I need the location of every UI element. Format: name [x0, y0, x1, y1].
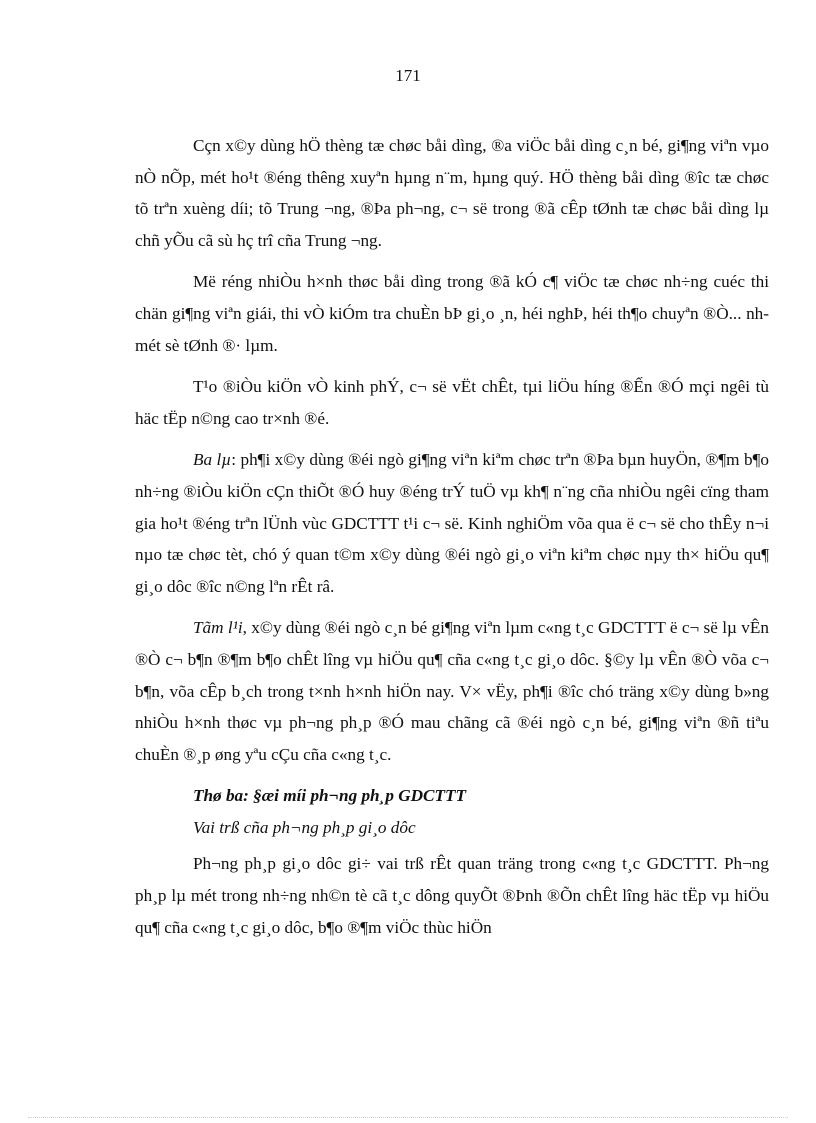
paragraph-5: [135, 612, 769, 770]
paragraph-2: [135, 266, 769, 361]
section-heading: Thø ba: §æi míi ph¬ng ph¸p GDCTTT: [193, 786, 467, 806]
subsection-heading: Vai trß cña ph¬ng ph¸p gi¸o dôc: [193, 817, 416, 837]
paragraph-lead: Ba lµ: [193, 450, 232, 470]
document-body: [135, 130, 769, 953]
paragraph-text: , x©y dùng ®éi ngò c¸n bé gi¶ng viªn lµm c«ng t¸c GDCTTT ë c¬ së lµ vÊn ®Ò c¬ b¶n ®¶m b¶o chÊt lîng vµ hiÖu qu¶ cña c«ng t¸c gi¸o dôc. §©y lµ vÊn ®Ò võa c¬ b¶n, võa cÊp b¸ch trong t×nh h×nh hiÖn nay. V× vËy, ph¶i ®îc chó träng x©y dùng b»ng nhiÒu h×nh thøc vµ ph¬ng ph¸p ®Ó mau chãng cã ®éi ngò c¸n bé, gi¶ng viªn ®ñ tiªu chuÈn ®¸p øng yªu cÇu cña c«ng t¸c.: [135, 618, 769, 764]
page-footer-divider: [28, 1117, 788, 1118]
paragraph-lead: Tãm l¹i: [193, 618, 243, 638]
paragraph-3: [135, 371, 769, 434]
paragraph-1: [135, 130, 769, 256]
paragraph-text: : ph¶i x©y dùng ®éi ngò gi¶ng viªn kiªm chøc trªn ®Þa bµn huyÖn, ®¶m b¶o nh÷ng ®iÒu kiÖn cÇn thiÕt ®Ó huy ®éng trÝ tuÖ vµ kh¶ n¨ng cña nhiÒu ngêi cïng tham gia ho¹t ®éng trªn lÜnh vùc GDCTTT t¹i c¬ së. Kinh nghiÖm võa qua ë c¬ së cho thÊy n¬i nµo tæ chøc tèt, chó ý quan t©m x©y dùng ®éi ngò gi¸o viªn kiªm chøc nµy th× hiÖu qu¶ gi¸o dôc ®îc n©ng lªn rÊt râ.: [135, 450, 769, 596]
paragraph-text: Më réng nhiÒu h×nh thøc båi dìng trong ®ã kÓ c¶ viÖc tæ chøc nh÷ng cuéc thi chän gi¶ng viªn giái, thi vÒ kiÓm tra chuÈn bÞ gi¸o ¸n, héi nghÞ, héi th¶o chuyªn ®Ò... nh mét sè tØnh ®· lµm.: [135, 272, 769, 355]
paragraph-6: [135, 848, 769, 943]
paragraph-text: T¹o ®iÒu kiÖn vÒ kinh phÝ, c¬ së vËt chÊt, tµi liÖu híng ®Ến ®Ó mçi ngêi tù häc tËp n©ng cao tr×nh ®é.: [135, 377, 769, 428]
paragraph-4: [135, 444, 769, 602]
page-number: 171: [395, 66, 421, 85]
paragraph-text: Cçn x©y dùng hÖ thèng tæ chøc båi dìng, ®a viÖc båi dìng c¸n bé, gi¶ng viªn vµo nÒ nÕp, mét ho¹t ®éng thêng xuyªn hµng n¨m, hµng quý. HÖ thèng båi dìng ®îc tæ chøc tõ trªn xuèng díi; tõ Trung ¬ng, ®Þa ph¬ng, c¬ së trong ®ã cÊp tØnh tæ chøc båi dìng lµ chñ yÕu cã sù hç trî cña Trung ¬ng.: [135, 136, 769, 250]
paragraph-text: Ph¬ng ph¸p gi¸o dôc gi÷ vai trß rÊt quan träng trong c«ng t¸c GDCTTT. Ph¬ng ph¸p lµ mét trong nh÷ng nh©n tè cã t¸c dông quyÕt ®Þnh ®Õn chÊt lîng häc tËp vµ hiÖu qu¶ cña c«ng t¸c gi¸o dôc, b¶o ®¶m viÖc thùc hiÖn: [135, 854, 769, 937]
